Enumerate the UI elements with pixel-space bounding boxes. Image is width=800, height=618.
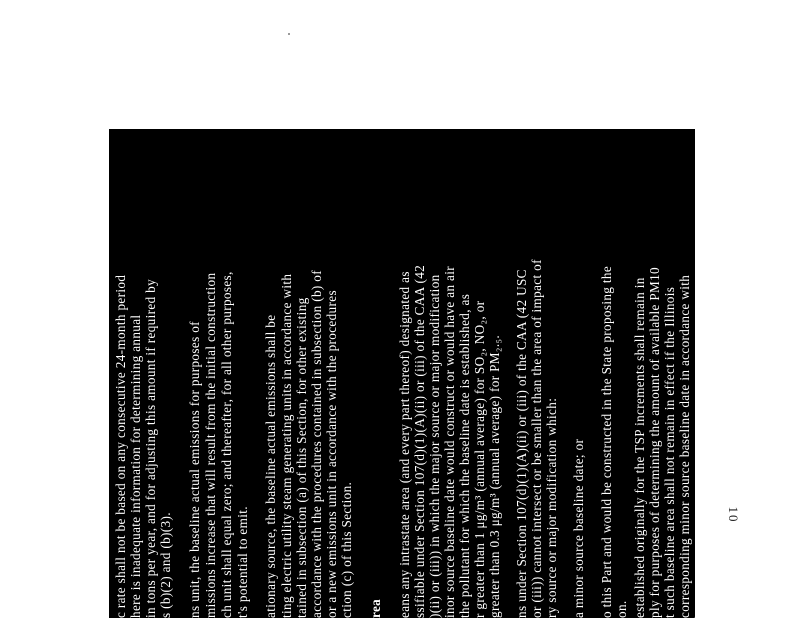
page-number: 10 <box>726 506 741 524</box>
text-line: s (b)(2) and (b)(3). <box>158 512 173 618</box>
text-line: on. <box>614 600 629 618</box>
text-line: ns under Section 107(d)(1)(A)(ii) or (iii) of the CAA (42 USC <box>514 269 529 618</box>
text-line: or a new emissions unit in accordance with the procedures <box>324 290 339 618</box>
text-line: established originally for the TSP increments shall remain in <box>632 277 647 618</box>
text-line: a minor source baseline date; or <box>571 438 586 618</box>
scan-speck <box>288 33 290 35</box>
text-line: in tons per year, and for adjusting this amount if required by <box>143 278 158 618</box>
rotated-text-column <box>109 129 722 618</box>
text-line: ch unit shall equal zero; and thereafter, for all other purposes, <box>219 271 234 618</box>
text-line: c rate shall not be based on any consecutive 24-month period <box>113 274 128 618</box>
section-heading: rea <box>368 598 383 618</box>
text-line: eans any intrastate area (and every part thereof) designated as <box>397 271 412 618</box>
text-line: ns unit, the baseline actual emissions for purposes of <box>187 321 202 618</box>
text-line: ssifiable under Section 107(d)(1)(A)(ii) or (iii) of the CAA (42 <box>412 264 427 618</box>
text-line: ). <box>692 609 707 618</box>
text-line: the pollutant for which the baseline date is established, as <box>457 293 472 618</box>
text-line: ction (c) of this Section. <box>339 481 354 618</box>
text-line: ting electric utility steam generating units in accordance with <box>279 273 294 618</box>
text-line: t's potential to emit. <box>235 506 250 618</box>
text-line: greater than 0.3 μg/m³ (annual average) for PM₂.₅. <box>487 334 502 618</box>
text-line: t such baseline area shall not remain in effect if the Illinois <box>662 286 677 618</box>
text-line: ry source or major modification which: <box>544 397 559 618</box>
text-line: corresponding minor source baseline date in accordance with <box>677 274 692 618</box>
text-line: ply for purposes of determining the amount of available PM10 <box>647 267 662 618</box>
scanned-text-page <box>109 129 722 618</box>
text-line: inor source baseline date would construct or would have an air <box>442 265 457 618</box>
text-line: r greater than 1 μg/m³ (annual average) for SO₂, NO₂, or <box>472 300 487 618</box>
text-line: or (iii)) cannot intersect or be smaller than the area of impact of <box>529 259 544 618</box>
text-line: missions increase that will result from the initial construction <box>203 272 218 618</box>
section-heading: oncentration <box>707 542 722 618</box>
text-line: o this Part and would be constructed in the State proposing the <box>599 265 614 618</box>
text-line: here is inadequate information for determining annual <box>128 314 143 618</box>
text-line: tained in subsection (a) of this Section, for other existing <box>294 297 309 618</box>
text-line: accordance with the procedures contained in subsection (b) of <box>309 270 324 618</box>
text-line: ationary source, the baseline actual emissions shall be <box>263 314 278 618</box>
text-line: )(ii) or (iii)) in which the major source or major modification <box>427 274 442 618</box>
